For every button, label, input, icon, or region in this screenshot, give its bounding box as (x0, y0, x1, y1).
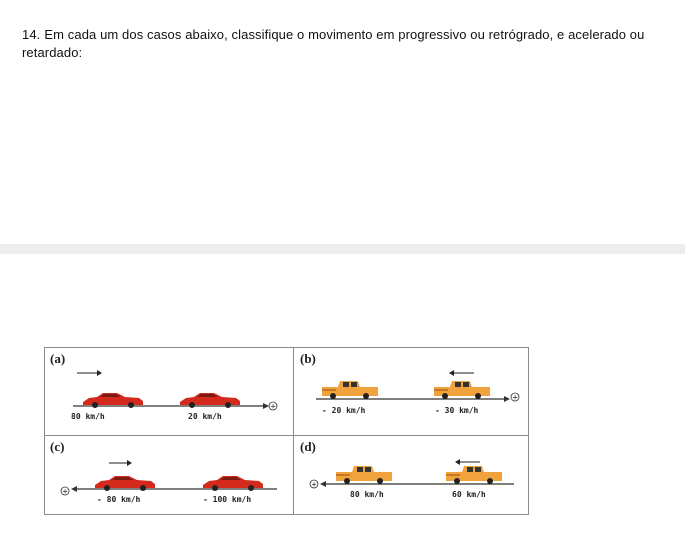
panel-a-drawing (45, 348, 293, 435)
orange-truck (434, 381, 490, 399)
panel-label: (a) (50, 351, 66, 366)
speed-label: 80 km/h (350, 490, 384, 499)
orange-truck (322, 381, 378, 399)
orange-truck (336, 466, 392, 484)
speed-label: 60 km/h (452, 490, 486, 499)
panel-c (45, 436, 293, 516)
orange-truck (446, 466, 502, 484)
speed-label: 20 km/h (188, 412, 222, 421)
question-text (22, 26, 672, 62)
question-number: 14. (22, 27, 41, 42)
panel-d (294, 436, 530, 516)
speed-label: - 80 km/h (97, 495, 141, 504)
panel-a (45, 348, 293, 435)
speed-label: 80 km/h (71, 412, 105, 421)
panel-label: (c) (50, 439, 65, 454)
motion-figure (44, 347, 529, 515)
separator-band (0, 244, 685, 254)
speed-label: - 100 km/h (203, 495, 252, 504)
speed-label: - 20 km/h (322, 406, 366, 415)
panel-c-drawing (45, 436, 293, 516)
svg-text:+: + (512, 393, 518, 402)
svg-text:+: + (311, 480, 317, 489)
panel-label: (d) (300, 439, 316, 454)
panel-b (294, 348, 530, 435)
svg-text:+: + (270, 402, 276, 411)
panel-label: (b) (300, 351, 316, 366)
panel-b-drawing (294, 348, 530, 435)
svg-text:+: + (62, 487, 68, 496)
question-statement: Em cada um dos casos abaixo, classifique o movimento em progressivo ou retrógrado, e acelerado ou retardado: (22, 27, 645, 60)
panel-d-drawing (294, 436, 530, 516)
speed-label: - 30 km/h (435, 406, 479, 415)
